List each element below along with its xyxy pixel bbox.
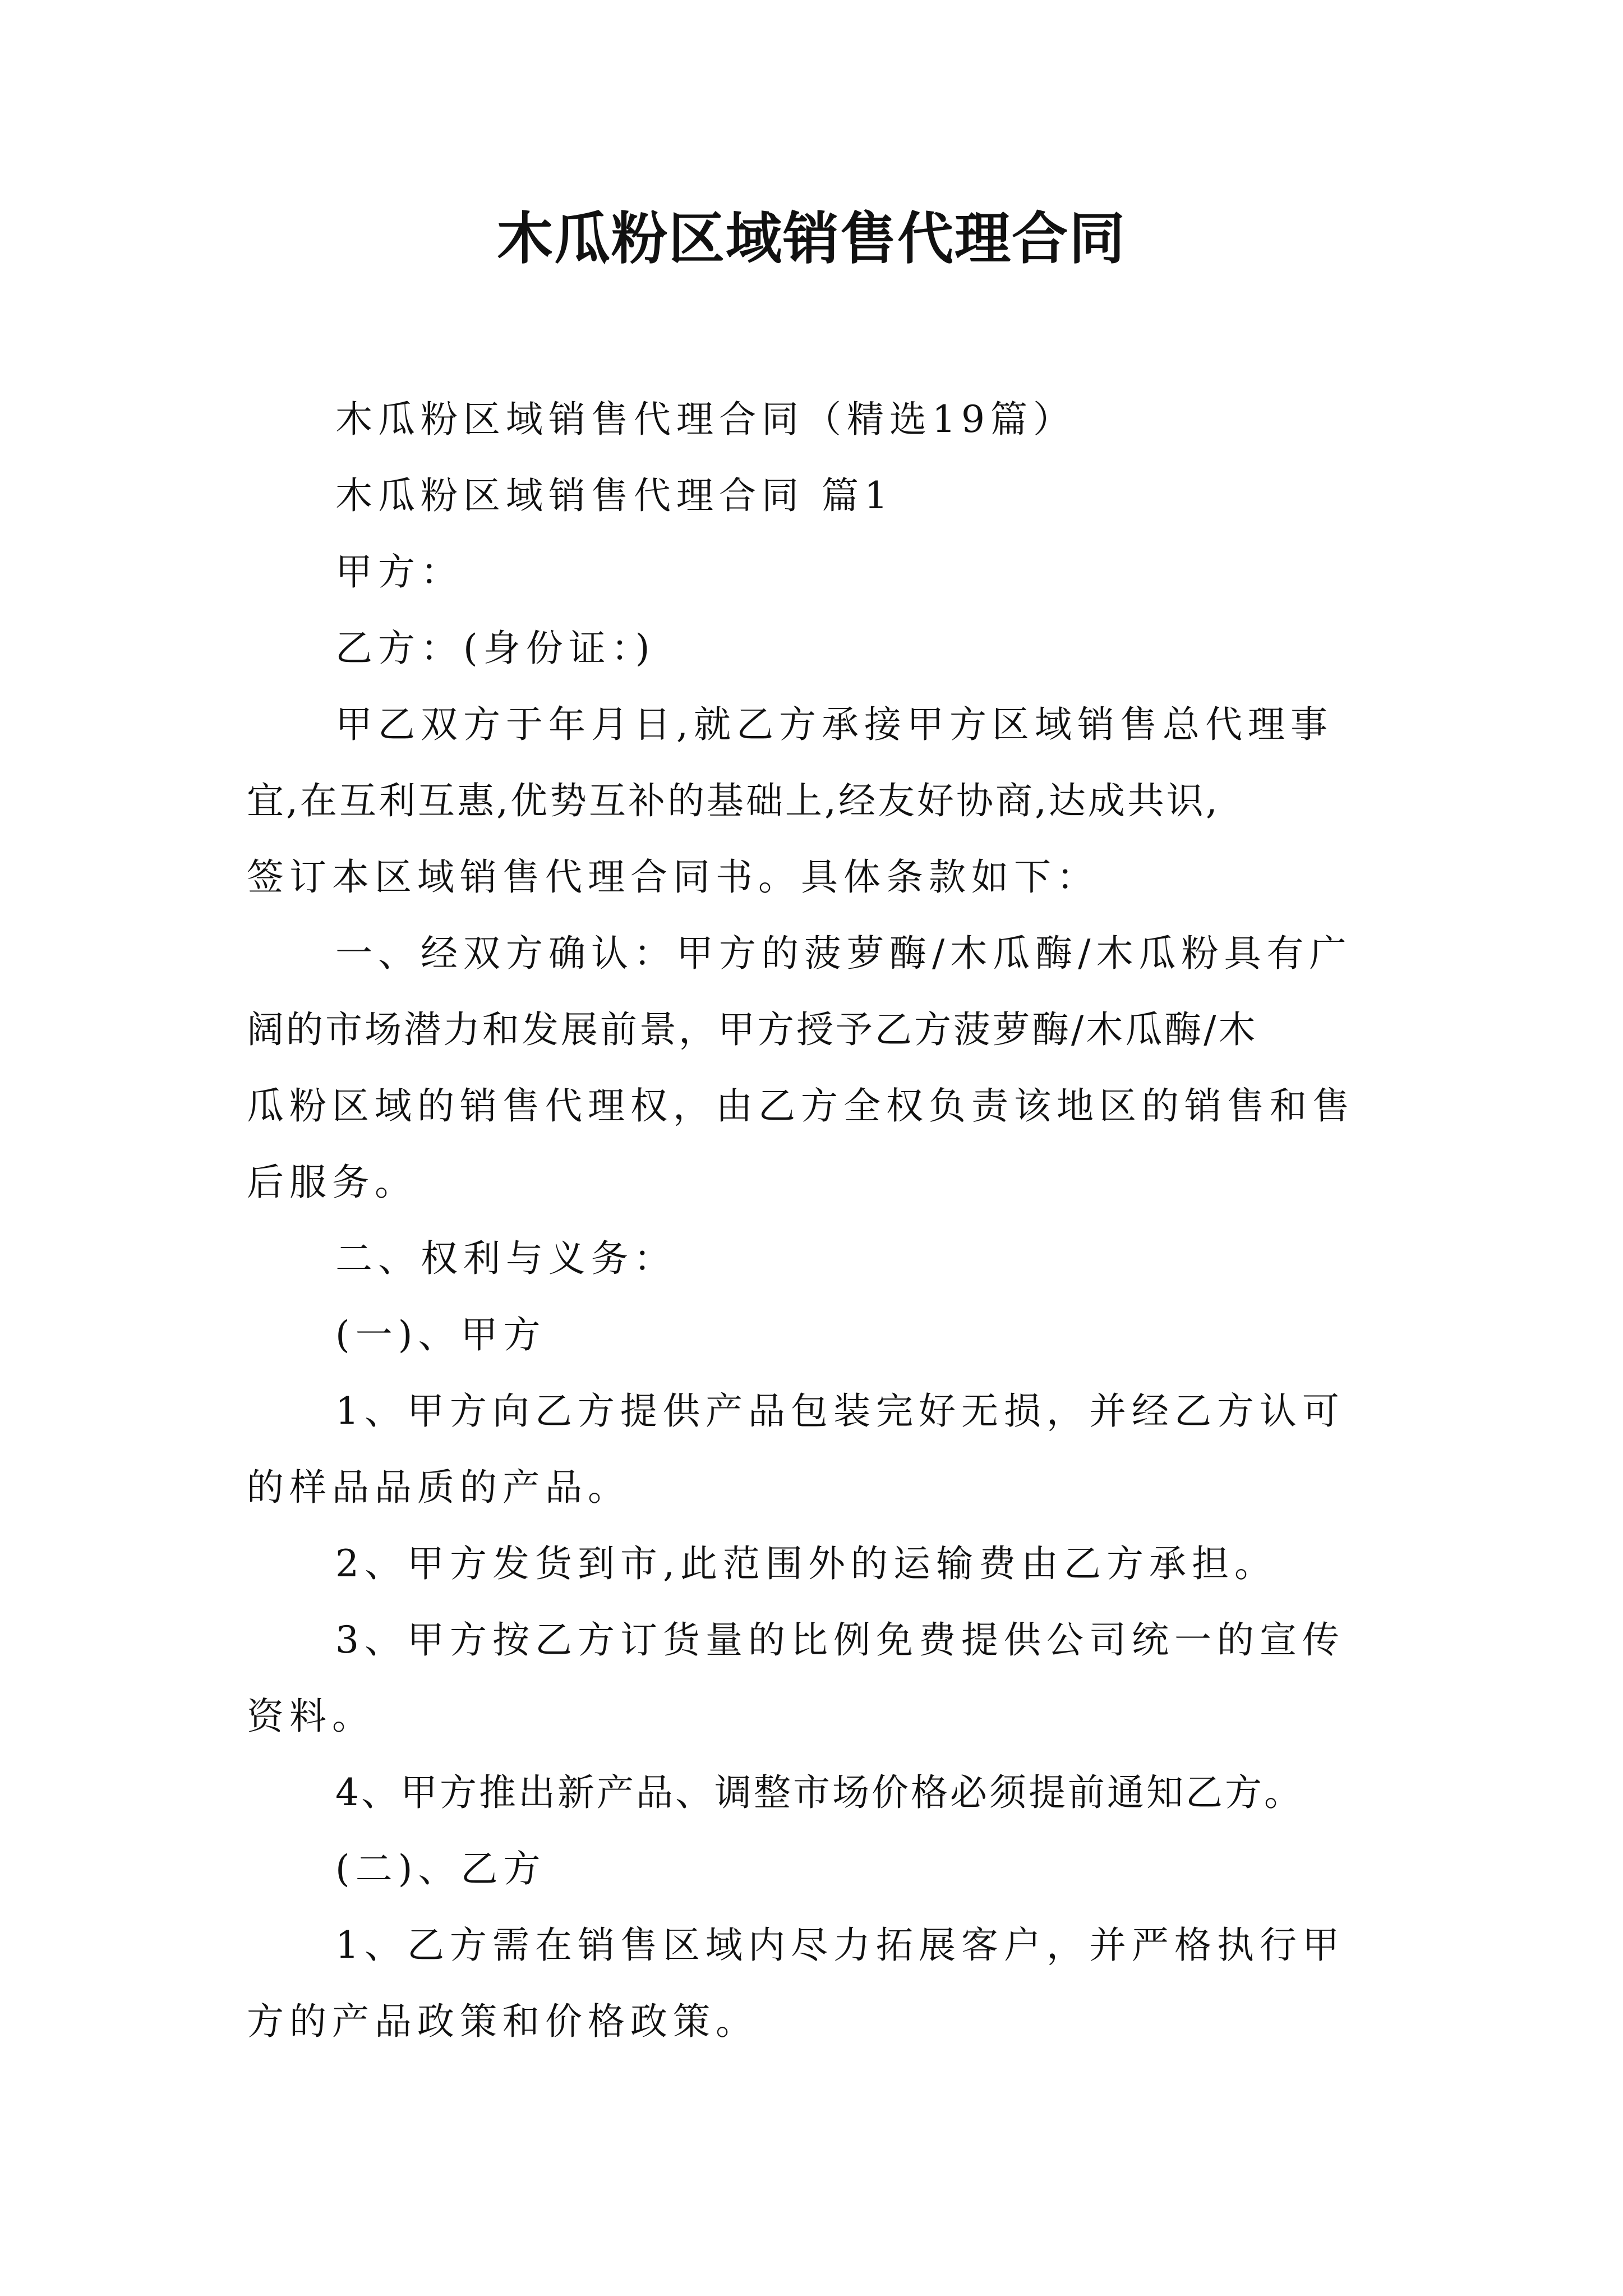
body-line: 资料。: [247, 1695, 375, 1738]
body-line: 宜,在互利互惠,优势互补的基础上,经友好协商,达成共识,: [247, 779, 1220, 822]
document-body: [247, 381, 1391, 2060]
body-line: 甲乙双方于年月日,就乙方承接甲方区域销售总代理事: [335, 703, 1333, 746]
body-line: (一)、甲方: [335, 1313, 546, 1356]
document-title: 木瓜粉区域销售代理合同: [497, 205, 1126, 272]
body-line: 一、经双方确认：甲方的菠萝酶/木瓜酶/木瓜粉具有广: [335, 932, 1352, 975]
body-line: 1、乙方需在销售区域内尽力拓展客户，并严格执行甲: [335, 1924, 1345, 1967]
body-line: 方的产品政策和价格政策。: [247, 2000, 758, 2043]
body-line: 的样品品质的产品。: [247, 1466, 630, 1509]
body-line: 签订本区域销售代理合同书。具体条款如下：: [247, 855, 1099, 899]
body-line: 后服务。: [247, 1161, 417, 1204]
body-line: 二、权利与义务：: [335, 1237, 676, 1280]
body-line: 2、甲方发货到市,此范围外的运输费由乙方承担。: [335, 1542, 1277, 1585]
body-line: 乙方：(身份证：): [335, 627, 656, 670]
body-line: 瓜粉区域的销售代理权，由乙方全权负责该地区的销售和售: [247, 1084, 1355, 1128]
body-line: 甲方：: [335, 550, 463, 593]
body-line: 4、甲方推出新产品、调整市场价格必须提前通知乙方。: [335, 1771, 1303, 1814]
body-line: 阔的市场潜力和发展前景，甲方授予乙方菠萝酶/木瓜酶/木: [247, 1008, 1258, 1051]
body-line: 1、甲方向乙方提供产品包装完好无损，并经乙方认可: [335, 1389, 1345, 1433]
body-line: 3、甲方按乙方订货量的比例免费提供公司统一的宣传: [335, 1618, 1345, 1662]
body-line: (二)、乙方: [335, 1847, 546, 1890]
body-line: 木瓜粉区域销售代理合同（精选19篇）: [335, 398, 1076, 441]
body-line: 木瓜粉区域销售代理合同 篇1: [335, 474, 893, 517]
